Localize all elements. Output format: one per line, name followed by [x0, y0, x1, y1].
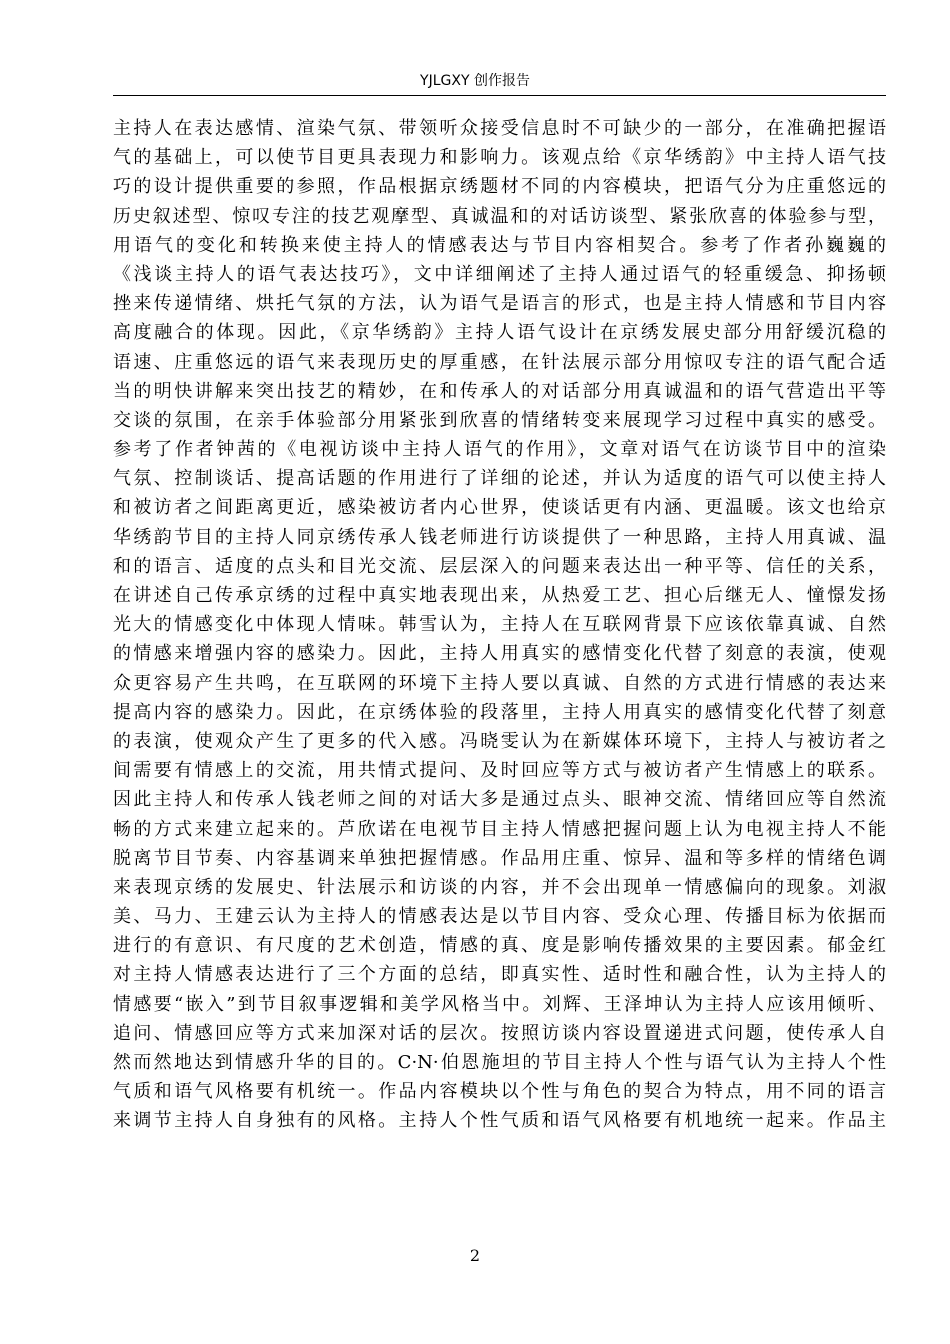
text-line: 情感要“嵌入”到节目叙事逻辑和美学风格当中。刘辉、王泽坤认为主持人应该用倾听、 [113, 993, 886, 1015]
page-number: 2 [469, 1246, 481, 1265]
text-line: 参考了作者钟茜的《电视访谈中主持人语气的作用》，文章对语气在访谈节目中的渲染 [113, 439, 886, 461]
text-line: 高度融合的体现。因此，《京华绣韵》主持人语气设计在京绣发展史部分用舒缓沉稳的 [113, 322, 886, 344]
text-line: 主持人在表达感情、渲染气氛、带领听众接受信息时不可缺少的一部分，在准确把握语 [113, 118, 886, 139]
text-line: 语速、庄重悠远的语气来表现历史的厚重感，在针法展示部分用惊叹专注的语气配合适 [113, 351, 886, 373]
text-line: 华绣韵节目的主持人同京绣传承人钱老师进行访谈提供了一种思路，主持人用真诚、温 [113, 526, 886, 548]
text-line: 气的基础上，可以使节目更具表现力和影响力。该观点给《京华绣韵》中主持人语气技 [113, 147, 886, 169]
text-line: 畅的方式来建立起来的。芦欣诺在电视节目主持人情感把握问题上认为电视主持人不能 [113, 818, 886, 840]
text-line: 在讲述自己传承京绣的过程中真实地表现出来，从热爱工艺、担心后继无人、憧憬发扬 [113, 585, 886, 606]
text-line: 用语气的变化和转换来使主持人的情感表达与节目内容相契合。参考了作者孙巍巍的 [113, 234, 886, 256]
text-line: 提高内容的感染力。因此，在京绣体验的段落里，主持人用真实的感情变化代替了刻意 [113, 701, 886, 723]
text-line: 众更容易产生共鸣，在互联网的环境下主持人要以真诚、自然的方式进行情感的表达来 [113, 672, 886, 694]
text-line: 交谈的氛围，在亲手体验部分用紧张到欣喜的情绪转变来展现学习过程中真实的感受。 [113, 409, 886, 431]
text-line: 间需要有情感上的交流，用共情式提问、及时回应等方式与被访者产生情感上的联系。 [113, 760, 886, 782]
text-line: 当的明快讲解来突出技艺的精妙，在和传承人的对话部分用真诚温和的语气营造出平等 [113, 380, 886, 402]
text-line: 的情感来增强内容的感染力。因此，主持人用真实的感情变化代替了刻意的表演，使观 [113, 643, 886, 665]
text-line: 和被访者之间距离更近，感染被访者内心世界，使谈话更有内涵、更温暖。该文也给京 [113, 497, 886, 519]
page-header-title: YJLGXY 创作报告 [420, 73, 530, 89]
text-line: 进行的有意识、有尺度的艺术创造，情感的真、度是影响传播效果的主要因素。郁金红 [113, 935, 886, 957]
text-line: 对主持人情感表达进行了三个方面的总结，即真实性、适时性和融合性，认为主持人的 [113, 964, 886, 986]
text-line: 美、马力、王建云认为主持人的情感表达是以节目内容、受众心理、传播目标为依据而 [113, 906, 886, 928]
text-line: 气质和语气风格要有机统一。作品内容模块以个性与角色的契合为特点，用不同的语言 [113, 1081, 886, 1103]
text-line: 光大的情感变化中体现人情味。韩雪认为，主持人在互联网背景下应该依靠真诚、自然 [113, 614, 886, 636]
body-paragraph [113, 114, 886, 1136]
text-line: 和的语言、适度的点头和目光交流、层层深入的问题来表达出一种平等、信任的关系， [113, 555, 886, 577]
text-line: 挫来传递情绪、烘托气氛的方法，认为语气是语言的形式，也是主持人情感和节目内容 [113, 293, 886, 315]
text-line: 因此主持人和传承人钱老师之间的对话大多是通过点头、眼神交流、情绪回应等自然流 [113, 789, 886, 811]
text-line: 巧的设计提供重要的参照，作品根据京绣题材不同的内容模块，把语气分为庄重悠远的 [113, 176, 886, 198]
text-line: 来调节主持人自身独有的风格。主持人个性气质和语气风格要有机地统一起来。作品主 [113, 1110, 886, 1132]
text-line: 脱离节目节奏、内容基调来单独把握情感。作品用庄重、惊异、温和等多样的情绪色调 [113, 847, 886, 869]
text-line: 历史叙述型、惊叹专注的技艺观摩型、真诚温和的对话访谈型、紧张欣喜的体验参与型， [113, 205, 886, 227]
text-line: 然而然地达到情感升华的目的。C·N·伯恩施坦的节目主持人个性与语气认为主持人个性 [113, 1052, 886, 1073]
text-line: 来表现京绣的发展史、针法展示和访谈的内容，并不会出现单一情感偏向的现象。刘淑 [113, 876, 886, 898]
text-line: 追问、情感回应等方式来加深对话的层次。按照访谈内容设置递进式问题，使传承人自 [113, 1022, 886, 1044]
text-line: 的表演，使观众产生了更多的代入感。冯晓雯认为在新媒体环境下，主持人与被访者之 [113, 730, 886, 752]
text-line: 气氛、控制谈话、提高话题的作用进行了详细的论述，并认为适度的语气可以使主持人 [113, 468, 886, 490]
header-divider [113, 95, 886, 96]
text-line: 《浅谈主持人的语气表达技巧》，文中详细阐述了主持人通过语气的轻重缓急、抑扬顿 [113, 263, 886, 285]
